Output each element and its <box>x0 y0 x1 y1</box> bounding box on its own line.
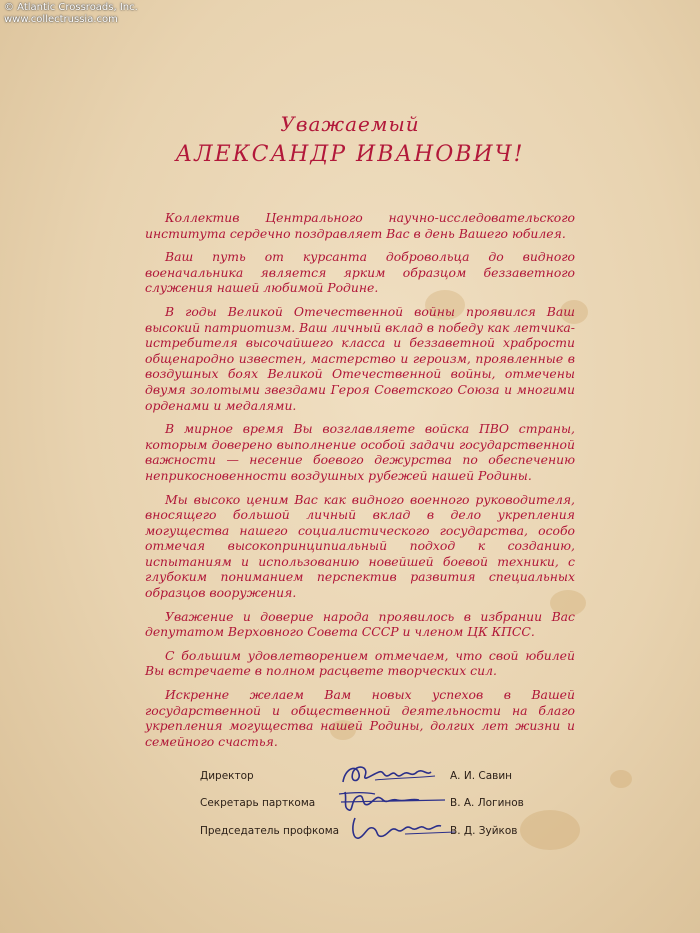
signatory-name: В. Д. Зуйков <box>450 825 518 837</box>
paragraph: В годы Великой Отечественной войны проявился Ваш высокий патриотизм. Ваш личный вклад в победу как летчика-истребителя высочайшего класса и беззаветной храбрости общенародно известен, мастерство и героизм, проявленные в воздушных боях Великой Отечественной войны, отмечены двумя золотыми звездами Героя Советского Союза и многими орденами и медалями. <box>145 303 575 413</box>
paragraph: Ваш путь от курсанта добровольца до видного военачальника является ярким образцом беззаветного служения нашей любимой Родине. <box>145 249 575 296</box>
watermark-line: www.collectrussia.com <box>4 14 118 25</box>
signatory-role: Председатель профкома <box>200 825 340 837</box>
signatory-name: А. И. Савин <box>450 770 513 782</box>
age-stain <box>610 770 632 788</box>
salutation: Уважаемый <box>280 112 420 136</box>
paragraph: Искренне желаем Вам новых успехов в Вашей государственной и общественной деятельности на благо укрепления могущества нашей Родины, долгих лет жизни и семейного счастья. <box>145 687 575 749</box>
handwritten-signature <box>335 786 455 816</box>
letter-body <box>145 210 575 757</box>
addressee-name: АЛЕКСАНДР ИВАНОВИЧ! <box>175 142 525 167</box>
signatory-role: Секретарь парткома <box>200 797 316 809</box>
handwritten-signature <box>345 814 465 846</box>
paragraph: Уважение и доверие народа проявилось в избрании Вас депутатом Верховного Совета СССР и членом ЦК КПСС. <box>145 608 575 640</box>
signatory-role: Директор <box>200 770 254 782</box>
watermark-line: © Atlantic Crossroads, Inc. <box>4 2 138 13</box>
paragraph: Коллектив Центрального научно-исследовательского института сердечно поздравляет Вас в день Вашего юбилея. <box>145 210 575 241</box>
copyright-watermark <box>4 2 138 26</box>
signatory-name: В. А. Логинов <box>450 797 524 809</box>
paragraph: Мы высоко ценим Вас как видного военного руководителя, вносящего большой личный вклад в дело укрепления могущества нашего социалистического государства, особо отмечая высокопринципиальный подход к созданию, испытаниям и использованию новейшей боевой техники, с глубоким пониманием перспектив развития специальных образцов вооружения. <box>145 491 575 601</box>
paragraph: В мирное время Вы возглавляете войска ПВО страны, которым доверено выполнение особой задачи государственной важности — несение боевого дежурства по обеспечению неприкосновенности воздушных рубежей нашей Родины. <box>145 421 575 483</box>
paragraph: С большим удовлетворением отмечаем, что свой юбилей Вы встречаете в полном расцвете творческих сил. <box>145 647 575 679</box>
